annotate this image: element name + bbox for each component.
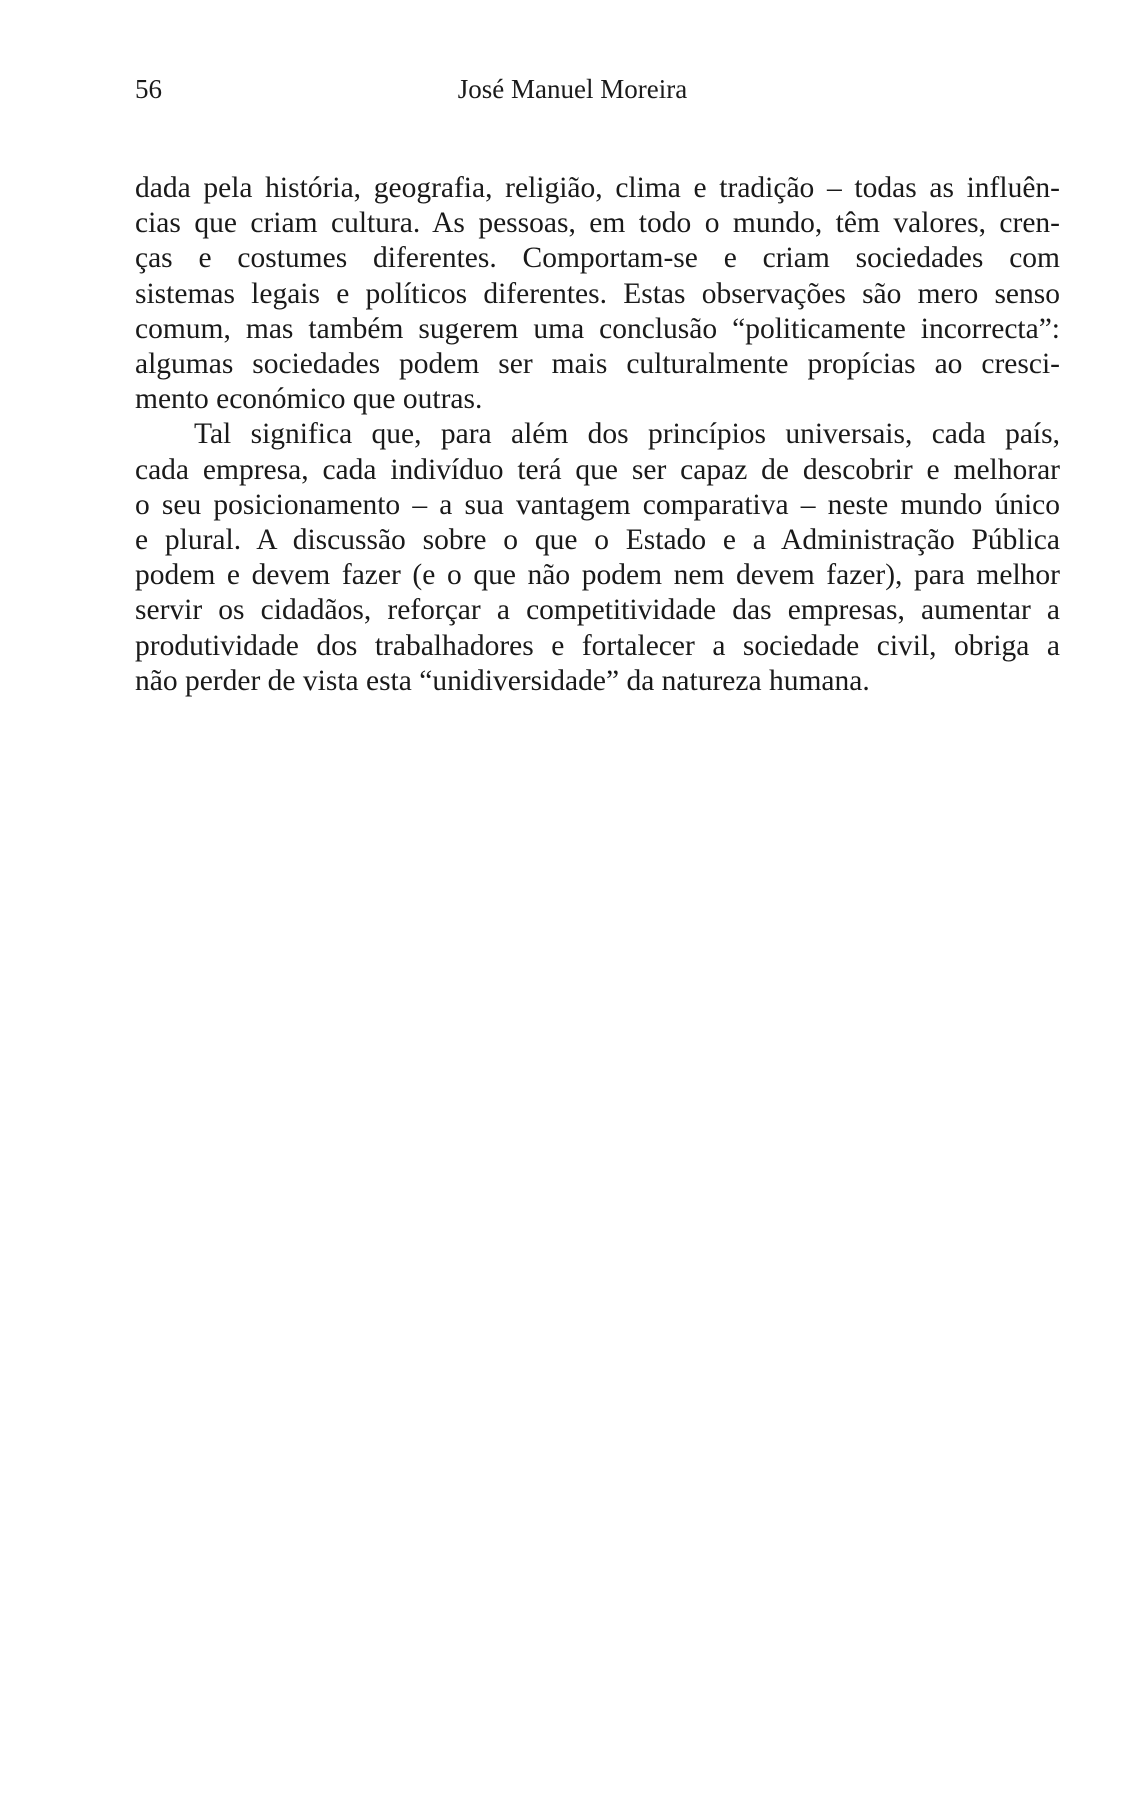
text-line: ças e costumes diferentes. Comportam-se e criam sociedades com [135, 242, 1060, 275]
text-line: e plural. A discussão sobre o que o Estado e a Administração Pública [135, 524, 1060, 557]
text-line: dada pela história, geografia, religião, clima e tradição – todas as influên- [135, 172, 1060, 204]
text-line: o seu posicionamento – a sua vantagem comparativa – neste mundo único [135, 488, 1060, 521]
text-line: cada empresa, cada indivíduo terá que ser capaz de descobrir e melhorar [135, 453, 1060, 486]
paragraph-1 [135, 171, 1060, 417]
text-line: mento económico que outras. [135, 383, 483, 416]
text-line: podem e devem fazer (e o que não podem nem devem fazer), para melhor [135, 559, 1060, 592]
text-line: comum, mas também sugerem uma conclusão “politicamente incorrecta”: [135, 312, 1060, 345]
text-line: algumas sociedades podem ser mais culturalmente propícias ao cresci- [135, 348, 1060, 381]
text-line: Tal significa que, para além dos princípios universais, cada país, [194, 418, 1060, 451]
body-text [135, 171, 1060, 699]
paragraph-2 [135, 417, 1060, 699]
running-header: José Manuel Moreira [457, 74, 688, 104]
page-number: 56 [135, 74, 162, 104]
text-line: sistemas legais e políticos diferentes. Estas observações são mero senso [135, 277, 1060, 310]
text-line: produtividade dos trabalhadores e fortalecer a sociedade civil, obriga a [135, 629, 1060, 662]
text-line: cias que criam cultura. As pessoas, em todo o mundo, têm valores, cren- [135, 207, 1060, 240]
text-line: servir os cidadãos, reforçar a competitividade das empresas, aumentar a [135, 594, 1060, 627]
text-line: não perder de vista esta “unidiversidade” da natureza humana. [135, 664, 870, 697]
